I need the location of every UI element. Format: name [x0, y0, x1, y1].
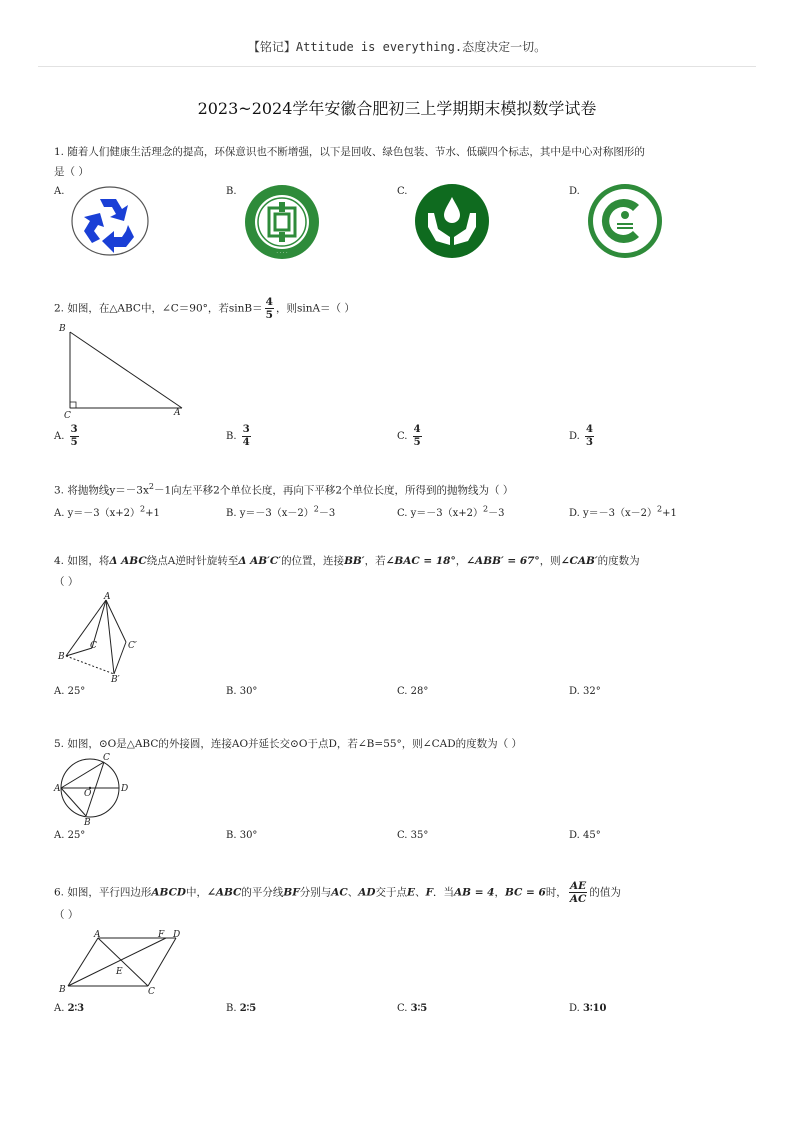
q4-rotation-figure: [56, 592, 146, 684]
q4-stem-line2: （ ）: [54, 576, 79, 588]
q4-label-b-prime: B′: [111, 675, 120, 685]
q6-label-f: F: [158, 930, 165, 940]
q5-option-a: A. 25°: [54, 830, 86, 841]
q6-label-a: A: [94, 930, 101, 940]
q6-label-e: E: [116, 967, 123, 977]
q5-option-c: C. 35°: [397, 830, 429, 841]
q6-label-d: D: [173, 930, 181, 940]
q6-parallelogram-figure: [56, 928, 186, 996]
q6-stem-line2: （ ）: [54, 909, 79, 921]
q2-fraction: $\frac{4}{5}$: [265, 296, 273, 321]
q3-option-b: B. $y=-3(x-2)^2-3$: [226, 504, 336, 519]
q4-label-c: C: [90, 641, 97, 651]
q4-option-a: A. 25°: [54, 686, 86, 697]
q5-circle-figure: [54, 752, 130, 826]
recycle-icon: [70, 185, 150, 257]
q5-stem: 5. 如图，⊙O是△ABC的外接圆，连接AO并延长交⊙O于点D，若∠B=55°，则∠CAD的度数为（ ）: [54, 738, 522, 750]
q2-triangle-figure: [56, 322, 191, 420]
q2-stem-post: ，则sinA＝（ ）: [275, 302, 355, 315]
green-packaging-icon: [243, 184, 321, 260]
q5-label-b: B: [84, 818, 91, 828]
q6-fraction: $\frac{AE}{AC}$: [569, 880, 587, 905]
low-carbon-icon: [587, 183, 663, 259]
q2-label-a: A: [174, 408, 181, 418]
q1-stem-line1: 1. 随着人们健康生活理念的提高，环保意识也不断增强，以下是回收、绿色包装、节水、低碳四个标志，其中是中心对称图形的: [54, 146, 645, 158]
q6-option-c: C. 3∶5: [397, 1003, 428, 1014]
q3-option-d: D. $y=-3(x-2)^2+1$: [569, 504, 677, 519]
svg-text:· · · ·: · · · ·: [276, 250, 288, 256]
q6-option-b: B. 2∶5: [226, 1003, 257, 1014]
q2-option-b: B. $\frac{3}{4}$: [226, 424, 250, 448]
q6-label-b: B: [59, 985, 66, 995]
q5-label-a: A: [54, 784, 61, 794]
water-saving-icon: [414, 183, 490, 259]
header-divider: [38, 66, 756, 67]
q5-option-d: D. 45°: [569, 830, 601, 841]
q4-label-c-prime: C′: [128, 641, 137, 651]
q2-option-d: D. $\frac{4}{3}$: [569, 424, 593, 448]
q1-stem-line2: 是（ ）: [54, 166, 89, 178]
q2-stem: [54, 296, 355, 321]
q2-option-a: A. $\frac{3}{5}$: [54, 424, 78, 448]
q4-stem-line1: 4. 如图，将Δ ABC绕点A逆时针旋转至Δ AB′C′的位置，连接BB′，若∠BAC = 18°，∠ABB′ = 67°，则∠CAB′的度数为: [54, 555, 640, 567]
q5-label-d: D: [121, 784, 129, 794]
page-header: 【铭记】Attitude is everything.态度决定一切。: [247, 40, 547, 54]
q6-option-d: D. 3∶10: [569, 1003, 607, 1014]
q3-stem: 3. 将抛物线$y=-3x^2-1$向左平移2个单位长度，再向下平移2个单位长度，所得到的抛物线为（ ）: [54, 482, 514, 497]
q5-label-o: O: [84, 789, 92, 799]
q1-option-b-label: B.: [226, 186, 237, 197]
q4-option-c: C. 28°: [397, 686, 429, 697]
q1-option-d-label: D.: [569, 186, 580, 197]
q2-stem-pre: 2. 如图，在△ABC中，∠C＝90°，若sinB＝: [54, 302, 263, 315]
q4-option-d: D. 32°: [569, 686, 601, 697]
page-title: 2023~2024学年安徽合肥初三上学期期末模拟数学试卷: [197, 99, 597, 118]
q6-option-a: A. 2∶3: [54, 1003, 85, 1014]
q2-label-b: B: [59, 324, 66, 334]
q6-stem-line1: 6. 如图，平行四边形ABCD中，∠ABC的平分线BF分别与AC、AD交于点E、F．当AB = 4，BC = 6时， $\frac{AE}{AC}$ 的值为: [54, 880, 621, 905]
q5-label-c: C: [103, 753, 110, 763]
q6-label-c: C: [148, 987, 155, 997]
q1-option-c-label: C.: [397, 186, 408, 197]
q4-label-a: A: [104, 592, 111, 602]
q3-option-c: C. $y=-3(x+2)^2-3$: [397, 504, 505, 519]
q4-option-b: B. 30°: [226, 686, 258, 697]
q1-option-a-label: A.: [54, 186, 65, 197]
q5-option-b: B. 30°: [226, 830, 258, 841]
q3-option-a: A. $y=-3(x+2)^2+1$: [54, 504, 160, 519]
q2-option-c: C. $\frac{4}{5}$: [397, 424, 421, 448]
q2-label-c: C: [64, 411, 71, 421]
q4-label-b: B: [58, 652, 65, 662]
